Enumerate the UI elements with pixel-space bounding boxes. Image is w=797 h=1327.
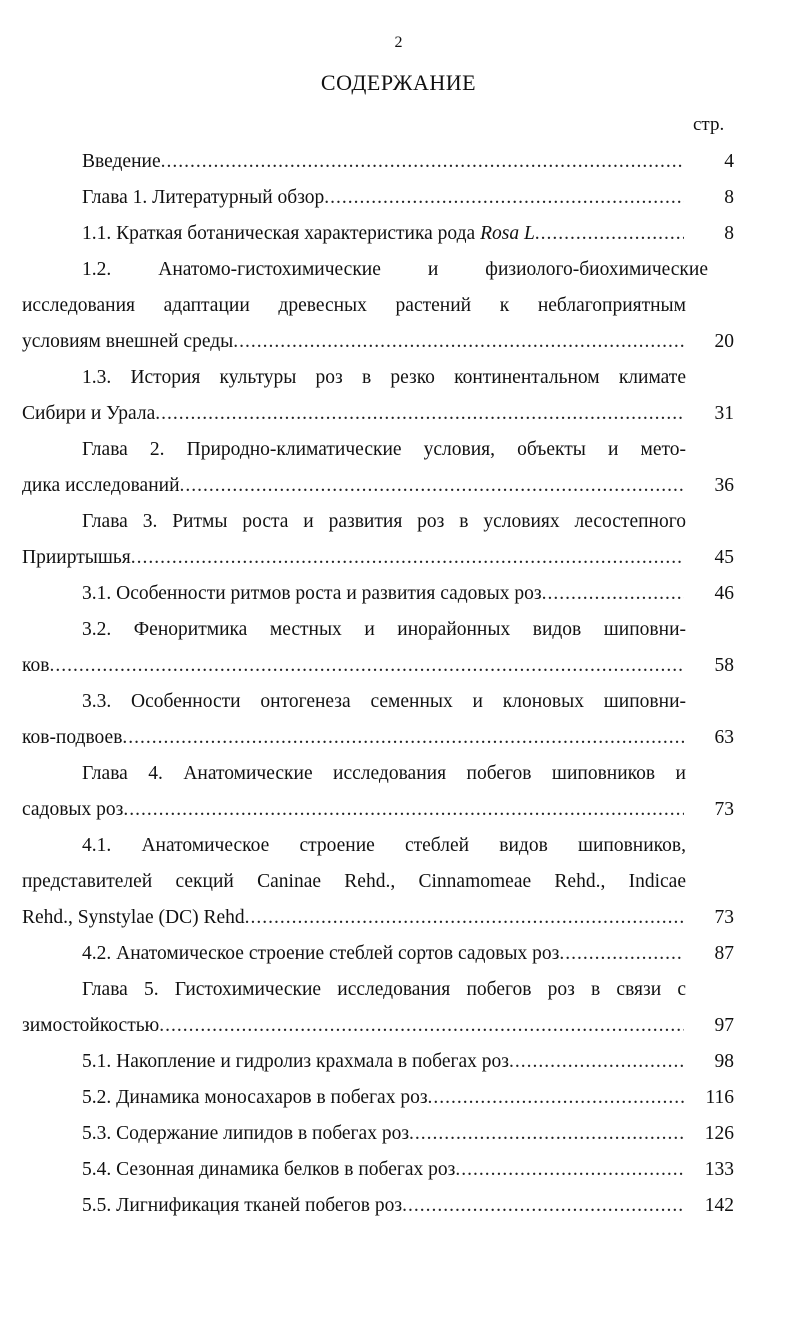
dot-leader [542, 576, 684, 612]
dot-leader [535, 216, 684, 252]
toc-page-number: 133 [704, 1159, 734, 1180]
toc-row [22, 1152, 734, 1188]
toc-row [22, 792, 734, 828]
toc-row [22, 1116, 734, 1152]
dot-leader [159, 1008, 684, 1044]
toc-entry-text: 5.5. Лигнификация тканей побегов роз [82, 1195, 403, 1216]
dot-leader [402, 1188, 684, 1224]
toc-entry[interactable] [22, 576, 734, 612]
toc-entry-line: 4.1. Анатомическое строение стеблей видов шиповников, [82, 835, 686, 856]
toc-entry[interactable] [22, 432, 734, 504]
page-title: СОДЕРЖАНИЕ [320, 70, 477, 95]
toc-entry-text: Глава 1. Литературный обзор [82, 187, 325, 208]
dot-leader [122, 720, 684, 756]
toc-row [22, 936, 734, 972]
toc-page-number: 31 [714, 403, 734, 424]
toc-row [22, 324, 734, 360]
toc-row [22, 576, 734, 612]
toc-page-number: 8 [724, 223, 734, 244]
toc-page-number: 63 [714, 727, 734, 748]
toc-row [22, 1008, 734, 1044]
toc-row [22, 540, 734, 576]
toc-entry-text: Введение [82, 151, 161, 172]
toc-entry-line: Глава 3. Ритмы роста и развития роз в условиях лесостепного [82, 511, 686, 532]
toc-entry-text: 5.3. Содержание липидов в побегах роз [82, 1123, 410, 1144]
toc-entry[interactable] [22, 936, 734, 972]
dot-leader [559, 936, 684, 972]
toc-page-number: 126 [704, 1123, 734, 1144]
toc-entry[interactable] [22, 504, 734, 576]
table-of-contents [22, 144, 734, 1224]
toc-row [22, 144, 734, 180]
toc-entry[interactable] [22, 1116, 734, 1152]
dot-leader [455, 1152, 684, 1188]
toc-row [22, 1044, 734, 1080]
toc-row [22, 648, 734, 684]
toc-row [22, 468, 734, 504]
toc-entry[interactable] [22, 612, 734, 684]
toc-entry-text: зимостойкостью [22, 1015, 160, 1036]
toc-entry-text: 4.2. Анатомическое строение стеблей сортов садовых роз [82, 943, 560, 964]
toc-entry-text: Сибири и Урала [22, 403, 156, 424]
toc-entry-line: 3.3. Особенности онтогенеза семенных и клоновых шиповни- [82, 691, 686, 712]
toc-row [22, 1188, 734, 1224]
toc-entry-line: представителей секций Caninae Rehd., Cinnamomeae Rehd., Indicae [22, 871, 686, 892]
toc-entry[interactable] [22, 828, 734, 936]
toc-entry[interactable] [22, 360, 734, 432]
toc-page-number: 98 [714, 1051, 734, 1072]
toc-page-number: 73 [714, 799, 734, 820]
dot-leader [131, 540, 684, 576]
toc-entry-line: 1.2. Анатомо-гистохимические и физиолого-биохимические [82, 259, 708, 280]
dot-leader [161, 144, 684, 180]
toc-page-number: 46 [714, 583, 734, 604]
dot-leader [180, 468, 684, 504]
toc-entry-text: 5.4. Сезонная динамика белков в побегах роз [82, 1159, 456, 1180]
toc-entry[interactable] [22, 1080, 734, 1116]
toc-page-number: 20 [714, 331, 734, 352]
toc-page-number: 8 [724, 187, 734, 208]
toc-entry-text: Прииртышья [22, 547, 131, 568]
toc-entry[interactable] [22, 972, 734, 1044]
toc-row [22, 216, 734, 252]
toc-entry-line: 1.3. История культуры роз в резко континентальном климате [82, 367, 686, 388]
toc-row [22, 180, 734, 216]
toc-entry[interactable] [22, 1044, 734, 1080]
toc-entry-text: 3.1. Особенности ритмов роста и развития садовых роз [82, 583, 542, 604]
page-number: 2 [394, 34, 403, 51]
dot-leader [49, 648, 684, 684]
dot-leader [123, 792, 684, 828]
dot-leader [409, 1116, 684, 1152]
dot-leader [324, 180, 684, 216]
toc-entry-text: дика исследований [22, 475, 180, 496]
toc-entry-line: Глава 5. Гистохимические исследования побегов роз в связи с [82, 979, 686, 1000]
toc-entry[interactable] [22, 756, 734, 828]
toc-page-number: 142 [704, 1195, 734, 1216]
dot-leader [428, 1080, 684, 1116]
toc-entry[interactable] [22, 1188, 734, 1224]
toc-page-number: 4 [724, 151, 734, 172]
toc-entry-line: Глава 2. Природно-климатические условия, объекты и мето- [82, 439, 686, 460]
toc-entry[interactable] [22, 216, 734, 252]
toc-page-number: 97 [714, 1015, 734, 1036]
dot-leader [155, 396, 684, 432]
toc-row [22, 1080, 734, 1116]
toc-entry-text: садовых роз [22, 799, 124, 820]
toc-entry-line: Глава 4. Анатомические исследования побегов шиповников и [82, 763, 686, 784]
toc-entry-text [82, 216, 535, 252]
toc-entry[interactable] [22, 1152, 734, 1188]
toc-page-number: 87 [714, 943, 734, 964]
toc-entry-text: Rehd., Synstylae (DC) Rehd [22, 907, 245, 928]
toc-entry-text: 5.2. Динамика моносахаров в побегах роз [82, 1087, 428, 1108]
toc-page-number: 36 [714, 475, 734, 496]
toc-entry-text: 5.1. Накопление и гидролиз крахмала в побегах роз [82, 1051, 509, 1072]
toc-entry[interactable] [22, 180, 734, 216]
toc-entry-text-prefix: 1.1. Краткая ботаническая характеристика рода [82, 223, 481, 244]
toc-row [22, 396, 734, 432]
dot-leader [509, 1044, 684, 1080]
dot-leader [233, 324, 684, 360]
toc-entry-line: 3.2. Феноритмика местных и инорайонных видов шиповни- [82, 619, 686, 640]
toc-entry-line: исследования адаптации древесных растений к неблагоприятным [22, 295, 686, 316]
toc-entry[interactable] [22, 252, 734, 360]
toc-page-number: 116 [705, 1087, 734, 1108]
toc-entry-text: ков-подвоев [22, 727, 123, 748]
toc-entry[interactable] [22, 144, 734, 180]
toc-page-number: 45 [714, 547, 734, 568]
toc-entry-text-italic: Rosa L [480, 223, 535, 244]
dot-leader [245, 900, 684, 936]
toc-page-number: 58 [714, 655, 734, 676]
toc-entry-text: ков [22, 655, 50, 676]
toc-page-number: 73 [714, 907, 734, 928]
toc-row [22, 720, 734, 756]
page-column-label: стр. [693, 114, 725, 135]
toc-entry[interactable] [22, 684, 734, 756]
toc-row [22, 900, 734, 936]
toc-entry-text: условиям внешней среды [22, 331, 234, 352]
